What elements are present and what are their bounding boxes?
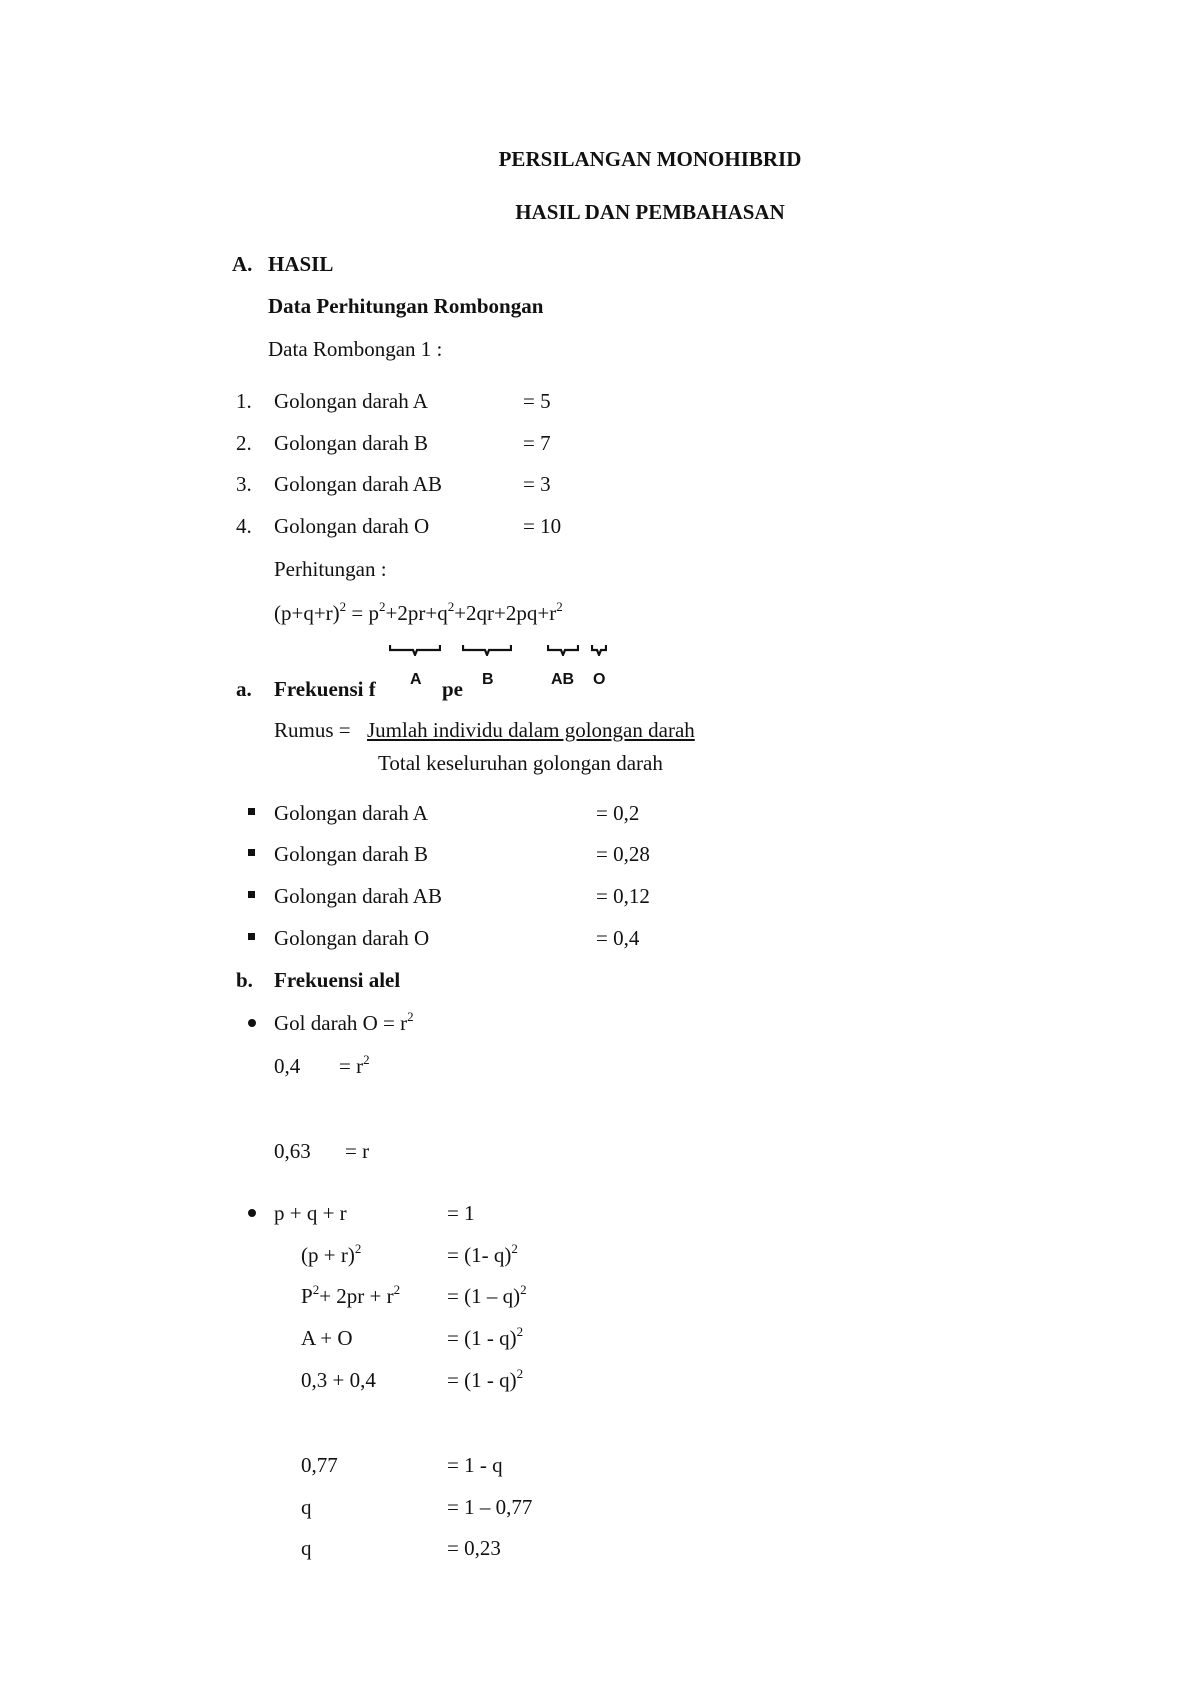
square-bullet-icon xyxy=(248,849,255,856)
derivation-left: 0,3 + 0,4 xyxy=(301,1368,376,1392)
brace-o-icon xyxy=(591,644,607,656)
derivation-right: = 0,23 xyxy=(447,1536,501,1560)
perhitungan-label: Perhitungan : xyxy=(274,557,387,581)
derivation-right: = 1 - q xyxy=(447,1453,503,1477)
part-a-heading-start: Frekuensi f xyxy=(274,677,376,701)
frequency-label: Golongan darah B xyxy=(274,842,428,866)
gol-o-line1: Gol darah $O = r^2$ xyxy=(274,1009,414,1035)
square-bullet-icon xyxy=(248,933,255,940)
bullet-dot-icon xyxy=(248,1019,256,1027)
section-a-heading: HASIL xyxy=(268,252,334,276)
frequency-value: = 0,12 xyxy=(596,884,650,908)
part-a-heading-mid: pe xyxy=(442,677,463,701)
document-title: PERSILANGAN MONOHIBRID xyxy=(498,147,802,171)
list-item-num: 1. xyxy=(236,389,252,413)
derivation-left: 0,77 xyxy=(301,1453,338,1477)
frequency-label: Golongan darah A xyxy=(274,801,428,825)
derivation-right: = (1 - q)$^2$ xyxy=(447,1324,524,1350)
rumus-numerator: Jumlah individu dalam golongan darah xyxy=(367,718,695,742)
brace-label-b: B xyxy=(482,671,494,688)
list-item-label: Golongan darah O xyxy=(274,514,430,538)
gol-o-line3-right: = r xyxy=(345,1139,370,1163)
frequency-label: Golongan darah O xyxy=(274,926,430,950)
derivation-left: A + O xyxy=(301,1326,353,1350)
brace-label-a: A xyxy=(410,671,422,688)
frequency-value: = 0,4 xyxy=(596,926,640,950)
list-item-value: = 3 xyxy=(523,472,551,496)
part-a-marker: a. xyxy=(236,677,252,701)
brace-a-icon xyxy=(389,644,441,656)
rumus-denominator: Total keseluruhan golongan darah xyxy=(378,751,663,775)
derivation-right: = 1 xyxy=(447,1201,475,1225)
derivation-right: = 1 – 0,77 xyxy=(447,1495,533,1519)
list-item-value: = 5 xyxy=(523,389,551,413)
derivation-left: q xyxy=(301,1536,312,1560)
brace-label-o: O xyxy=(593,671,606,688)
square-bullet-icon xyxy=(248,891,255,898)
gol-o-line3-left: 0,63 xyxy=(274,1139,311,1163)
rumus-prefix: Rumus = xyxy=(274,718,351,742)
frequency-label: Golongan darah AB xyxy=(274,884,442,908)
derivation-right: = (1 – q)$^2$ xyxy=(447,1282,527,1308)
bullet-dot-icon xyxy=(248,1209,256,1217)
list-item-value: = 10 xyxy=(523,514,562,538)
list-item-num: 3. xyxy=(236,472,252,496)
document-subtitle: HASIL DAN PEMBAHASAN xyxy=(515,200,785,224)
group-label: Data Rombongan 1 : xyxy=(268,337,443,361)
derivation-left: q xyxy=(301,1495,312,1519)
frequency-value: = 0,28 xyxy=(596,842,650,866)
list-item-value: = 7 xyxy=(523,431,551,455)
section-a-marker: A. xyxy=(232,252,253,276)
gol-o-line2-left: 0,4 xyxy=(274,1054,301,1078)
derivation-right: = (1 - q)$^2$ xyxy=(447,1366,524,1392)
derivation-left: p + q + r xyxy=(274,1201,347,1225)
part-b-marker: b. xyxy=(236,968,253,992)
list-item-label: Golongan darah A xyxy=(274,389,428,413)
frequency-value: = 0,2 xyxy=(596,801,640,825)
brace-label-ab: AB xyxy=(551,671,575,688)
part-b-heading: Frekuensi alel xyxy=(274,968,401,992)
equation: $(p+q+r)^2 = p^2+2pr+q^2+2qr+2pq+r^2$ xyxy=(274,599,563,625)
square-bullet-icon xyxy=(248,808,255,815)
list-item-label: Golongan darah AB xyxy=(274,472,442,496)
section-a-subheading: Data Perhitungan Rombongan xyxy=(268,294,544,318)
derivation-left: $(p + r)^2$ xyxy=(301,1241,362,1267)
brace-b-icon xyxy=(462,644,512,656)
gol-o-line2-right: = $r^2$ xyxy=(339,1052,370,1078)
derivation-right: = (1- q)$^2$ xyxy=(447,1241,518,1267)
list-item-num: 4. xyxy=(236,514,252,538)
brace-ab-icon xyxy=(547,644,579,656)
list-item-label: Golongan darah B xyxy=(274,431,428,455)
list-item-num: 2. xyxy=(236,431,252,455)
derivation-left: $P^2+ 2pr + r^2$ xyxy=(301,1282,401,1308)
